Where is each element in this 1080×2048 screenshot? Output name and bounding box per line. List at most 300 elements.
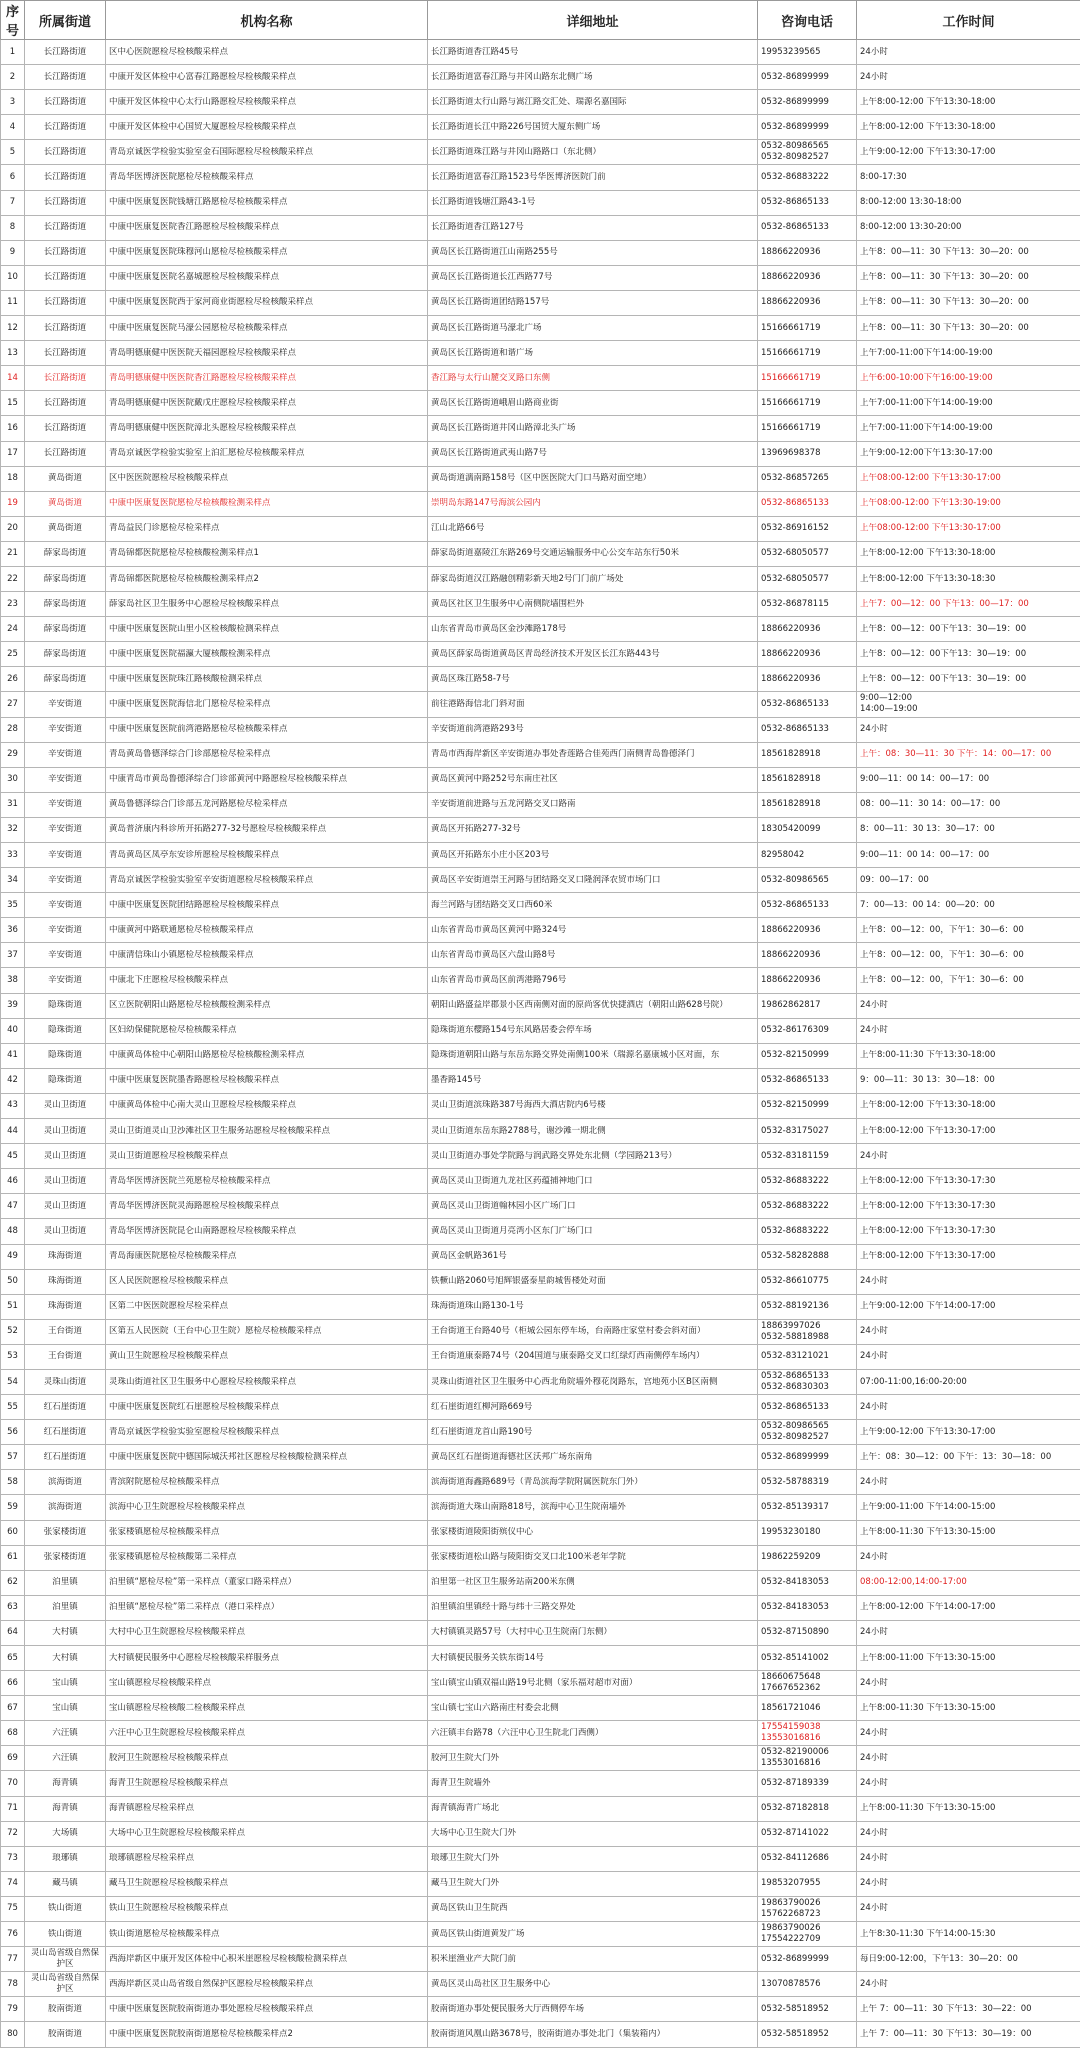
cell-no-text: 35	[4, 900, 21, 911]
cell-hours	[857, 843, 1080, 868]
cell-address-text: 黄岛区社区卫生服务中心南侧院墙围栏外	[431, 599, 754, 610]
cell-no-text: 7	[4, 197, 21, 208]
cell-address-text: 黄岛区长江路街道武夷山路7号	[431, 448, 754, 459]
cell-no-text: 18	[4, 473, 21, 484]
cell-phone-text: 0532-86899999	[761, 122, 853, 133]
cell-hours	[857, 1821, 1080, 1846]
cell-name	[106, 1846, 428, 1871]
cell-no-text: 64	[4, 1627, 21, 1638]
cell-address-text: 海青镇海青广场北	[431, 1803, 754, 1814]
cell-hours-text: 上午8:00-12:00 下午13:30-17:30	[860, 1226, 1077, 1237]
cell-address-text: 黄岛区黄河中路252号东南庄社区	[431, 774, 754, 785]
cell-street	[25, 290, 106, 315]
table-row	[1, 541, 1080, 566]
cell-name-text: 中康开发区体检中心富春江路愿检尽检核酸采样点	[109, 72, 424, 83]
cell-phone	[758, 692, 857, 717]
table-row	[1, 817, 1080, 842]
cell-address	[428, 1595, 758, 1620]
cell-no	[1, 391, 25, 416]
cell-hours-text: 上午8:00-12:00 下午14:00-17:00	[860, 1602, 1077, 1613]
cell-name-text: 中康中医康复医院胶南街道愿检尽检核酸采样点2	[109, 2029, 424, 2040]
cell-phone-text: 19853207955	[761, 1878, 853, 1889]
cell-street-text: 辛安街道	[28, 850, 102, 861]
cell-address-text: 王台街道康泰路74号（204国道与康泰路交叉口红绿灯西南侧停车场内）	[431, 1351, 754, 1362]
cell-no-text: 13	[4, 348, 21, 359]
cell-phone	[758, 943, 857, 968]
cell-address	[428, 1520, 758, 1545]
cell-hours-text: 上午7:00-11:00下午14:00-19:00	[860, 398, 1077, 409]
cell-street	[25, 541, 106, 566]
table-row	[1, 140, 1080, 165]
cell-address-text: 墨香路145号	[431, 1075, 754, 1086]
cell-name	[106, 1620, 428, 1645]
cell-no-text: 44	[4, 1126, 21, 1137]
cell-phone	[758, 391, 857, 416]
cell-phone-text: 0532-86865133	[761, 1402, 853, 1413]
cell-phone-text: 0532-68050577	[761, 574, 853, 585]
cell-hours	[857, 1169, 1080, 1194]
cell-street-text: 海青镇	[28, 1778, 102, 1789]
cell-address	[428, 240, 758, 265]
cell-no	[1, 416, 25, 441]
cell-street-text: 薛家岛街道	[28, 599, 102, 610]
cell-phone-text: 0532-58518952	[761, 2004, 853, 2015]
cell-street-text: 灵山卫街道	[28, 1151, 102, 1162]
cell-hours-text: 9：00—11：30 13：30—18：00	[860, 1075, 1077, 1086]
cell-hours	[857, 466, 1080, 491]
cell-phone-text: 0532-85141002	[761, 1653, 853, 1664]
cell-phone-text: 18866220936	[761, 272, 853, 283]
cell-address-text: 隐珠街道朝阳山路与东岳东路交界处南侧100米（瑞源名嘉康城小区对面，东	[431, 1050, 754, 1061]
cell-no-text: 6	[4, 172, 21, 183]
cell-street	[25, 817, 106, 842]
cell-hours-text: 上午8:00-12:00 下午13:30-18:30	[860, 574, 1077, 585]
cell-no	[1, 1821, 25, 1846]
cell-no	[1, 1344, 25, 1369]
cell-street	[25, 1244, 106, 1269]
cell-hours	[857, 1620, 1080, 1645]
cell-hours	[857, 1043, 1080, 1068]
cell-phone	[758, 1495, 857, 1520]
cell-hours-text: 上午8:00-12:00 下午13:30-18:00	[860, 122, 1077, 133]
cell-name-text: 青岛锦都医院愿检尽检核酸检测采样点1	[109, 548, 424, 559]
cell-name-text: 区人民医院愿检尽检核酸采样点	[109, 1276, 424, 1287]
cell-phone-text: 0532-83181159	[761, 1151, 853, 1162]
cell-street	[25, 868, 106, 893]
cell-phone	[758, 1671, 857, 1696]
table-row	[1, 692, 1080, 717]
cell-no	[1, 1068, 25, 1093]
table-row	[1, 1395, 1080, 1420]
cell-street	[25, 1620, 106, 1645]
cell-address	[428, 1947, 758, 1972]
cell-no	[1, 1093, 25, 1118]
cell-phone	[758, 1119, 857, 1144]
cell-hours-text: 24小时	[860, 1878, 1077, 1889]
table-row	[1, 516, 1080, 541]
cell-hours-text: 上午8：00—12：00，下午1：30—6：00	[860, 975, 1077, 986]
cell-street-text: 薛家岛街道	[28, 624, 102, 635]
cell-hours	[857, 1997, 1080, 2022]
cell-address	[428, 993, 758, 1018]
table-row	[1, 1269, 1080, 1294]
cell-street	[25, 165, 106, 190]
cell-name	[106, 868, 428, 893]
cell-name	[106, 592, 428, 617]
cell-hours	[857, 868, 1080, 893]
cell-hours	[857, 441, 1080, 466]
cell-name-text: 中康中医康复医院西于家河商业街愿检尽检核酸采样点	[109, 297, 424, 308]
cell-no-text: 54	[4, 1377, 21, 1388]
cell-street-text: 辛安街道	[28, 749, 102, 760]
cell-address-text: 泊里第一社区卫生服务站南200米东侧	[431, 1577, 754, 1588]
cell-phone-text: 18305420099	[761, 824, 853, 835]
cell-name-text: 区立医院朝阳山路愿检尽检核酸检测采样点	[109, 1000, 424, 1011]
cell-hours-text: 08:00-12:00,14:00-17:00	[860, 1577, 1077, 1588]
cell-street-text: 薛家岛街道	[28, 674, 102, 685]
cell-name-text: 中康中医康复医院名嘉城愿检尽检核酸采样点	[109, 272, 424, 283]
cell-name	[106, 265, 428, 290]
cell-name	[106, 1169, 428, 1194]
cell-no-text: 5	[4, 147, 21, 158]
cell-no	[1, 1545, 25, 1570]
header-address: 详细地址	[428, 1, 758, 40]
cell-hours	[857, 1570, 1080, 1595]
cell-phone-text: 19953230180	[761, 1527, 853, 1538]
cell-hours	[857, 943, 1080, 968]
cell-phone	[758, 1947, 857, 1972]
cell-hours	[857, 215, 1080, 240]
cell-no-text: 60	[4, 1527, 21, 1538]
cell-street-text: 灵山卫街道	[28, 1100, 102, 1111]
cell-address	[428, 843, 758, 868]
cell-street-text: 灵山卫街道	[28, 1176, 102, 1187]
table-row	[1, 893, 1080, 918]
cell-address	[428, 441, 758, 466]
cell-name	[106, 1721, 428, 1746]
cell-no-text: 47	[4, 1201, 21, 1212]
cell-address-text: 红石崖街道龙首山路190号	[431, 1427, 754, 1438]
cell-no	[1, 491, 25, 516]
cell-hours	[857, 491, 1080, 516]
cell-phone	[758, 90, 857, 115]
cell-street	[25, 843, 106, 868]
cell-name	[106, 1093, 428, 1118]
cell-phone-text: 17554159038 13553016816	[761, 1722, 853, 1744]
cell-street	[25, 441, 106, 466]
cell-name	[106, 1068, 428, 1093]
cell-name	[106, 140, 428, 165]
cell-street	[25, 341, 106, 366]
cell-street	[25, 717, 106, 742]
cell-no-text: 21	[4, 548, 21, 559]
cell-no-text: 28	[4, 724, 21, 735]
cell-phone-text: 19953239565	[761, 47, 853, 58]
cell-phone	[758, 893, 857, 918]
cell-phone	[758, 140, 857, 165]
cell-phone	[758, 1294, 857, 1319]
cell-no	[1, 566, 25, 591]
cell-name	[106, 1972, 428, 1997]
cell-name	[106, 190, 428, 215]
cell-hours-text: 每日9:00-12:00，下午13：30—20：00	[860, 1954, 1077, 1965]
table-row	[1, 1093, 1080, 1118]
cell-address	[428, 592, 758, 617]
cell-hours-text: 24小时	[860, 1326, 1077, 1337]
cell-no-text: 30	[4, 774, 21, 785]
table-row	[1, 767, 1080, 792]
cell-name	[106, 1997, 428, 2022]
cell-street	[25, 1319, 106, 1344]
cell-phone	[758, 1018, 857, 1043]
cell-hours	[857, 642, 1080, 667]
cell-street	[25, 968, 106, 993]
cell-hours	[857, 817, 1080, 842]
cell-street	[25, 1043, 106, 1068]
cell-street	[25, 1169, 106, 1194]
cell-no-text: 53	[4, 1351, 21, 1362]
cell-name	[106, 1043, 428, 1068]
cell-no-text: 38	[4, 975, 21, 986]
cell-no	[1, 1646, 25, 1671]
cell-address-text: 黄岛区辛安街道崇王河路与团结路交叉口隆润泽农贸市场门口	[431, 875, 754, 886]
cell-street-text: 长江路街道	[28, 172, 102, 183]
cell-no	[1, 1319, 25, 1344]
cell-phone	[758, 1068, 857, 1093]
cell-phone	[758, 1470, 857, 1495]
cell-hours-text: 上午8:00-12:00 下午13:30-18:00	[860, 97, 1077, 108]
cell-address-text: 宝山镇宝山镇双福山路19号北侧（家乐福对超市对面）	[431, 1678, 754, 1689]
cell-street-text: 灵山岛省级自然保护区	[28, 1948, 102, 1970]
table-row	[1, 1169, 1080, 1194]
cell-phone-text: 13969698378	[761, 448, 853, 459]
cell-street	[25, 692, 106, 717]
cell-phone	[758, 466, 857, 491]
cell-phone-text: 19862259209	[761, 1552, 853, 1563]
cell-phone-text: 0532-86883222	[761, 1226, 853, 1237]
cell-no	[1, 441, 25, 466]
cell-hours-text: 上午08:00-12:00 下午13:30-19:00	[860, 498, 1077, 509]
cell-phone-text: 18866220936	[761, 674, 853, 685]
cell-no	[1, 918, 25, 943]
cell-no	[1, 1445, 25, 1470]
cell-address-text: 灵珠山街道社区卫生服务中心西北角院墙外穆花岗路东，宫地苑小区B区南侧	[431, 1377, 754, 1388]
cell-phone-text: 0532-86176309	[761, 1025, 853, 1036]
cell-phone-text: 0532-87182818	[761, 1803, 853, 1814]
cell-hours	[857, 893, 1080, 918]
cell-hours	[857, 1922, 1080, 1947]
cell-address-text: 山东省青岛市黄岛区黄河中路324号	[431, 925, 754, 936]
table-row	[1, 491, 1080, 516]
cell-street	[25, 1420, 106, 1445]
cell-name-text: 青岛华医博济医院兰苑愿检尽检核酸采样点	[109, 1176, 424, 1187]
cell-phone	[758, 667, 857, 692]
cell-phone-text: 0532-86899999	[761, 1954, 853, 1965]
cell-street-text: 辛安街道	[28, 925, 102, 936]
cell-phone-text: 0532-58518952	[761, 2029, 853, 2040]
cell-address-text: 海兰河路与团结路交叉口西60米	[431, 900, 754, 911]
cell-no	[1, 717, 25, 742]
cell-street-text: 长江路街道	[28, 47, 102, 58]
cell-hours-text: 上午8：00—11：30 下午13：30—20：00	[860, 323, 1077, 334]
cell-phone	[758, 516, 857, 541]
cell-hours	[857, 692, 1080, 717]
table-row	[1, 65, 1080, 90]
table-row	[1, 1319, 1080, 1344]
cell-name-text: 中康中医康复医院香江路愿检尽检核酸采样点	[109, 222, 424, 233]
cell-street	[25, 40, 106, 65]
cell-phone	[758, 566, 857, 591]
cell-name	[106, 817, 428, 842]
cell-name-text: 中康开发区体检中心太行山路愿检尽检核酸采样点	[109, 97, 424, 108]
cell-no-text: 25	[4, 649, 21, 660]
cell-name	[106, 1520, 428, 1545]
cell-address-text: 山东省青岛市黄岛区六盘山路8号	[431, 950, 754, 961]
cell-address	[428, 1796, 758, 1821]
cell-address-text: 张家楼街道陵阳街殡仪中心	[431, 1527, 754, 1538]
cell-phone	[758, 65, 857, 90]
cell-name	[106, 1671, 428, 1696]
cell-phone	[758, 1545, 857, 1570]
cell-name-text: 中康中医康复医院海信北门愿检尽检采样点	[109, 699, 424, 710]
table-row	[1, 592, 1080, 617]
cell-name-text: 青岛京诚医学检验实验室金石国际愿检尽检核酸采样点	[109, 147, 424, 158]
cell-address	[428, 1119, 758, 1144]
cell-street-text: 灵山卫街道	[28, 1226, 102, 1237]
cell-street-text: 黄岛街道	[28, 473, 102, 484]
cell-address-text: 长江路街道富春江路1523号华医博济医院门前	[431, 172, 754, 183]
table-header-row	[1, 1, 1080, 40]
cell-phone	[758, 1093, 857, 1118]
cell-street-text: 辛安街道	[28, 824, 102, 835]
cell-street	[25, 190, 106, 215]
cell-street-text: 珠海街道	[28, 1301, 102, 1312]
cell-hours	[857, 391, 1080, 416]
cell-phone	[758, 1997, 857, 2022]
cell-hours	[857, 767, 1080, 792]
cell-hours	[857, 1896, 1080, 1921]
table-row	[1, 1947, 1080, 1972]
table-row	[1, 215, 1080, 240]
cell-phone-text: 0532-86865133	[761, 724, 853, 735]
cell-street-text: 辛安街道	[28, 774, 102, 785]
cell-hours-text: 上午8：00—12：00下午13：30—19：00	[860, 674, 1077, 685]
cell-name	[106, 1896, 428, 1921]
cell-address	[428, 65, 758, 90]
cell-name-text: 中康青岛市黄岛鲁德泽综合门诊部黄河中路愿检尽检核酸采样点	[109, 774, 424, 785]
table-row	[1, 1495, 1080, 1520]
cell-name-text: 宝山镇愿检尽检核酸采样点	[109, 1678, 424, 1689]
cell-name	[106, 1545, 428, 1570]
cell-phone	[758, 642, 857, 667]
cell-name	[106, 1495, 428, 1520]
cell-name	[106, 1445, 428, 1470]
table-row	[1, 441, 1080, 466]
cell-name	[106, 65, 428, 90]
cell-address-text: 珠海街道珠山路130-1号	[431, 1301, 754, 1312]
cell-name	[106, 1144, 428, 1169]
cell-hours-text: 上午8:00-12:00 下午13:30-17:30	[860, 1176, 1077, 1187]
cell-name-text: 中康中医康复医院珠穆河山愿检尽检核酸采样点	[109, 247, 424, 258]
cell-no	[1, 617, 25, 642]
cell-no	[1, 1746, 25, 1771]
cell-no	[1, 341, 25, 366]
cell-address-text: 宝山镇七宝山六路南庄村委会北侧	[431, 1703, 754, 1714]
cell-name	[106, 1821, 428, 1846]
cell-address	[428, 90, 758, 115]
cell-name-text: 大村镇便民服务中心愿检尽检核酸采样服务点	[109, 1653, 424, 1664]
cell-hours-text: 上午8：00—12：00，下午1：30—6：00	[860, 950, 1077, 961]
cell-street	[25, 115, 106, 140]
cell-address	[428, 1144, 758, 1169]
table-row	[1, 1043, 1080, 1068]
cell-no-text: 22	[4, 574, 21, 585]
cell-address	[428, 918, 758, 943]
cell-address	[428, 1671, 758, 1696]
table-row	[1, 391, 1080, 416]
cell-hours	[857, 717, 1080, 742]
cell-name-text: 中康中医康复医院红石崖愿检尽检核酸采样点	[109, 1402, 424, 1413]
cell-hours	[857, 290, 1080, 315]
cell-address-text: 黄岛区铁山街道黄发广场	[431, 1929, 754, 1940]
cell-phone-text: 0532-82150999	[761, 1050, 853, 1061]
cell-name-text: 铁山街道愿检尽检核酸采样点	[109, 1929, 424, 1940]
cell-phone-text: 0532-84183053	[761, 1602, 853, 1613]
cell-street	[25, 265, 106, 290]
cell-hours	[857, 1771, 1080, 1796]
table-row	[1, 1771, 1080, 1796]
cell-name-text: 中康中医康复医院珠江路核酸检测采样点	[109, 674, 424, 685]
cell-address	[428, 1746, 758, 1771]
cell-street-text: 辛安街道	[28, 699, 102, 710]
cell-no	[1, 1997, 25, 2022]
cell-phone	[758, 1369, 857, 1394]
cell-no-text: 59	[4, 1502, 21, 1513]
cell-street	[25, 1344, 106, 1369]
cell-street-text: 珠海街道	[28, 1251, 102, 1262]
cell-phone-text: 18863997026 0532-58818988	[761, 1321, 853, 1343]
cell-address	[428, 1169, 758, 1194]
cell-hours	[857, 792, 1080, 817]
cell-no-text: 14	[4, 373, 21, 384]
cell-hours-text: 24小时	[860, 1025, 1077, 1036]
cell-address	[428, 1344, 758, 1369]
table-row	[1, 341, 1080, 366]
cell-address-text: 黄岛区灵山卫街道九龙社区药蕴捕神地门口	[431, 1176, 754, 1187]
cell-phone	[758, 1620, 857, 1645]
cell-phone-text: 0532-87150890	[761, 1627, 853, 1638]
cell-no-text: 76	[4, 1929, 21, 1940]
table-row	[1, 1671, 1080, 1696]
header-name: 机构名称	[106, 1, 428, 40]
cell-address-text: 大村镇镇灵路57号（大村中心卫生院南门东侧）	[431, 1627, 754, 1638]
table-row	[1, 1144, 1080, 1169]
cell-no	[1, 1922, 25, 1947]
cell-name-text: 青岛锦都医院愿检尽检核酸检测采样点2	[109, 574, 424, 585]
cell-address-text: 山东省青岛市黄岛区前湾港路796号	[431, 975, 754, 986]
cell-address-text: 大场中心卫生院大门外	[431, 1828, 754, 1839]
cell-name-text: 灵珠山街道社区卫生服务中心愿检尽检核酸采样点	[109, 1377, 424, 1388]
cell-no-text: 57	[4, 1452, 21, 1463]
cell-name-text: 中康黄河中路联通愿检尽检核酸采样点	[109, 925, 424, 936]
table-row	[1, 416, 1080, 441]
cell-no-text: 80	[4, 2029, 21, 2040]
cell-street	[25, 642, 106, 667]
cell-hours	[857, 1696, 1080, 1721]
cell-no	[1, 1671, 25, 1696]
cell-address-text: 辛安街道前湾港路293号	[431, 724, 754, 735]
cell-no-text: 16	[4, 423, 21, 434]
